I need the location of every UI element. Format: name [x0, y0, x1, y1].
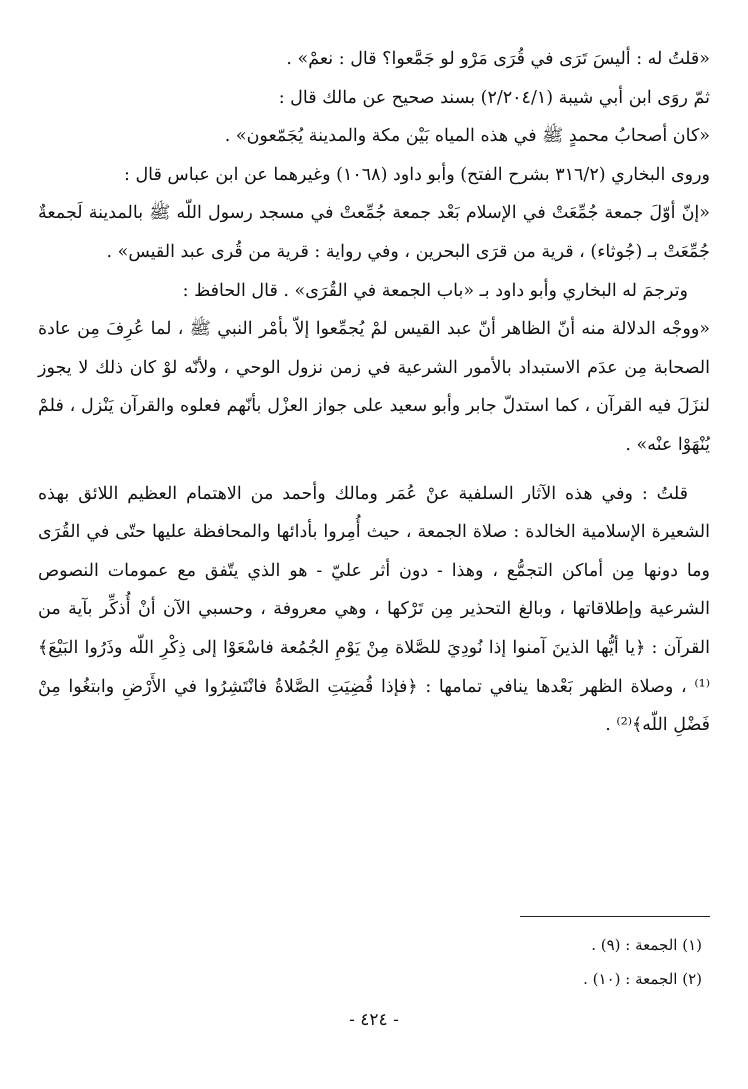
paragraph-8: قلتُ : وفي هذه الآثار السلفية عنْ عُمَر ومالك وأحمد من الاهتمام العظيم اللائق بهذه الشعيرة الإسلامية الخالدة : صلاة الجمعة ، حيث أُمِروا بأدائها والمحافظة عليها حتّى في القُرَى وما دونها مِن أماكن التجمُّع ، وهذا - دون أثر عليّ - هو الذي يتّفق مع عمومات النصوص الشرعية وإطلاقاتها ، وبالغ التحذير مِن تَرْكها ، وهي معروفة ، وحسبي الآن أنْ أُذكِّر بآية من القرآن : ﴿يا أيُّها الذينَ آمنوا إذا نُودِيَ للصَّلاة مِنْ يَوْمِ الجُمُعة فاسْعَوْا إلى ذِكْرِ اللّه وذَرُوا البَيْعَ﴾⁽¹⁾ ، وصلاة الظهر بَعْدها ينافي تمامها : ﴿فإذا قُضِيَتِ الصَّلاةُ فانْتَشِرُوا في الأَرْضِ وابتغُوا مِنْ فَضْلِ اللّه﴾⁽²⁾ . [38, 483, 710, 736]
paragraph-5: «إنّ أوّلَ جمعة جُمِّعَتْ في الإسلام بَعْد جمعة جُمِّعتْ في مسجد رسول اللّه ﷺ بالمدينة لَجمعةٌ جُمِّعَتْ بـ (جُوثاء) ، قرية من قرَى البحرين ، وفي رواية : قرية من قُرى عبد القيس» . [38, 203, 710, 262]
paragraph-7: «ووجْه الدلالة منه أنّ الظاهر أنّ عبد القيس لمْ يُجمِّعوا إلاّ بأمْر النبي ﷺ ، لما عُرِفَ مِن عادة الصحابة مِن عدَم الاستبداد بالأمور الشرعية في زمن نزول الوحي ، ولأنّه لوْ كان ذلك لا يجوز لنزَلَ فيه القرآن ، كما استدلّ جابر وأبو سعيد على جواز العزْل بأنّهم فعلوه والقرآن يَنْزل ، فلمْ يُنْهَوْا عنْه» . [38, 319, 710, 455]
paragraph-2: ثمّ روَى ابن أبي شيبة (٢/٢٠٤/١) بسند صحيح عن مالك قال : [278, 87, 710, 108]
footnote-2: (٢) الجمعة : (١٠) . [583, 970, 702, 988]
paragraph-6: وترجمَ له البخاري وأبو داود بـ «باب الجمعة في القُرَى» . قال الحافظ : [182, 280, 688, 301]
paragraph-4: وروى البخاري (٣١٦/٢ بشرح الفتح) وأبو داود (١٠٦٨) وغيرهما عن ابن عباس قال : [124, 164, 710, 185]
page-number: - ٤٢٤ - [349, 1010, 399, 1030]
footnote-divider [520, 916, 710, 917]
paragraph-3: «كان أصحابُ محمدٍ ﷺ في هذه المياه بَيْن مكة والمدينة يُجَمّعون» . [224, 126, 710, 147]
footnote-1: (١) الجمعة : (٩) . [591, 936, 702, 954]
footnotes [302, 928, 702, 996]
paragraph-1: «قلتُ له : أليسَ تَرَى في قُرَى مَرْو لو جَمَّعوا؟ قال : نعمْ» . [286, 49, 710, 69]
page-body [38, 40, 710, 745]
